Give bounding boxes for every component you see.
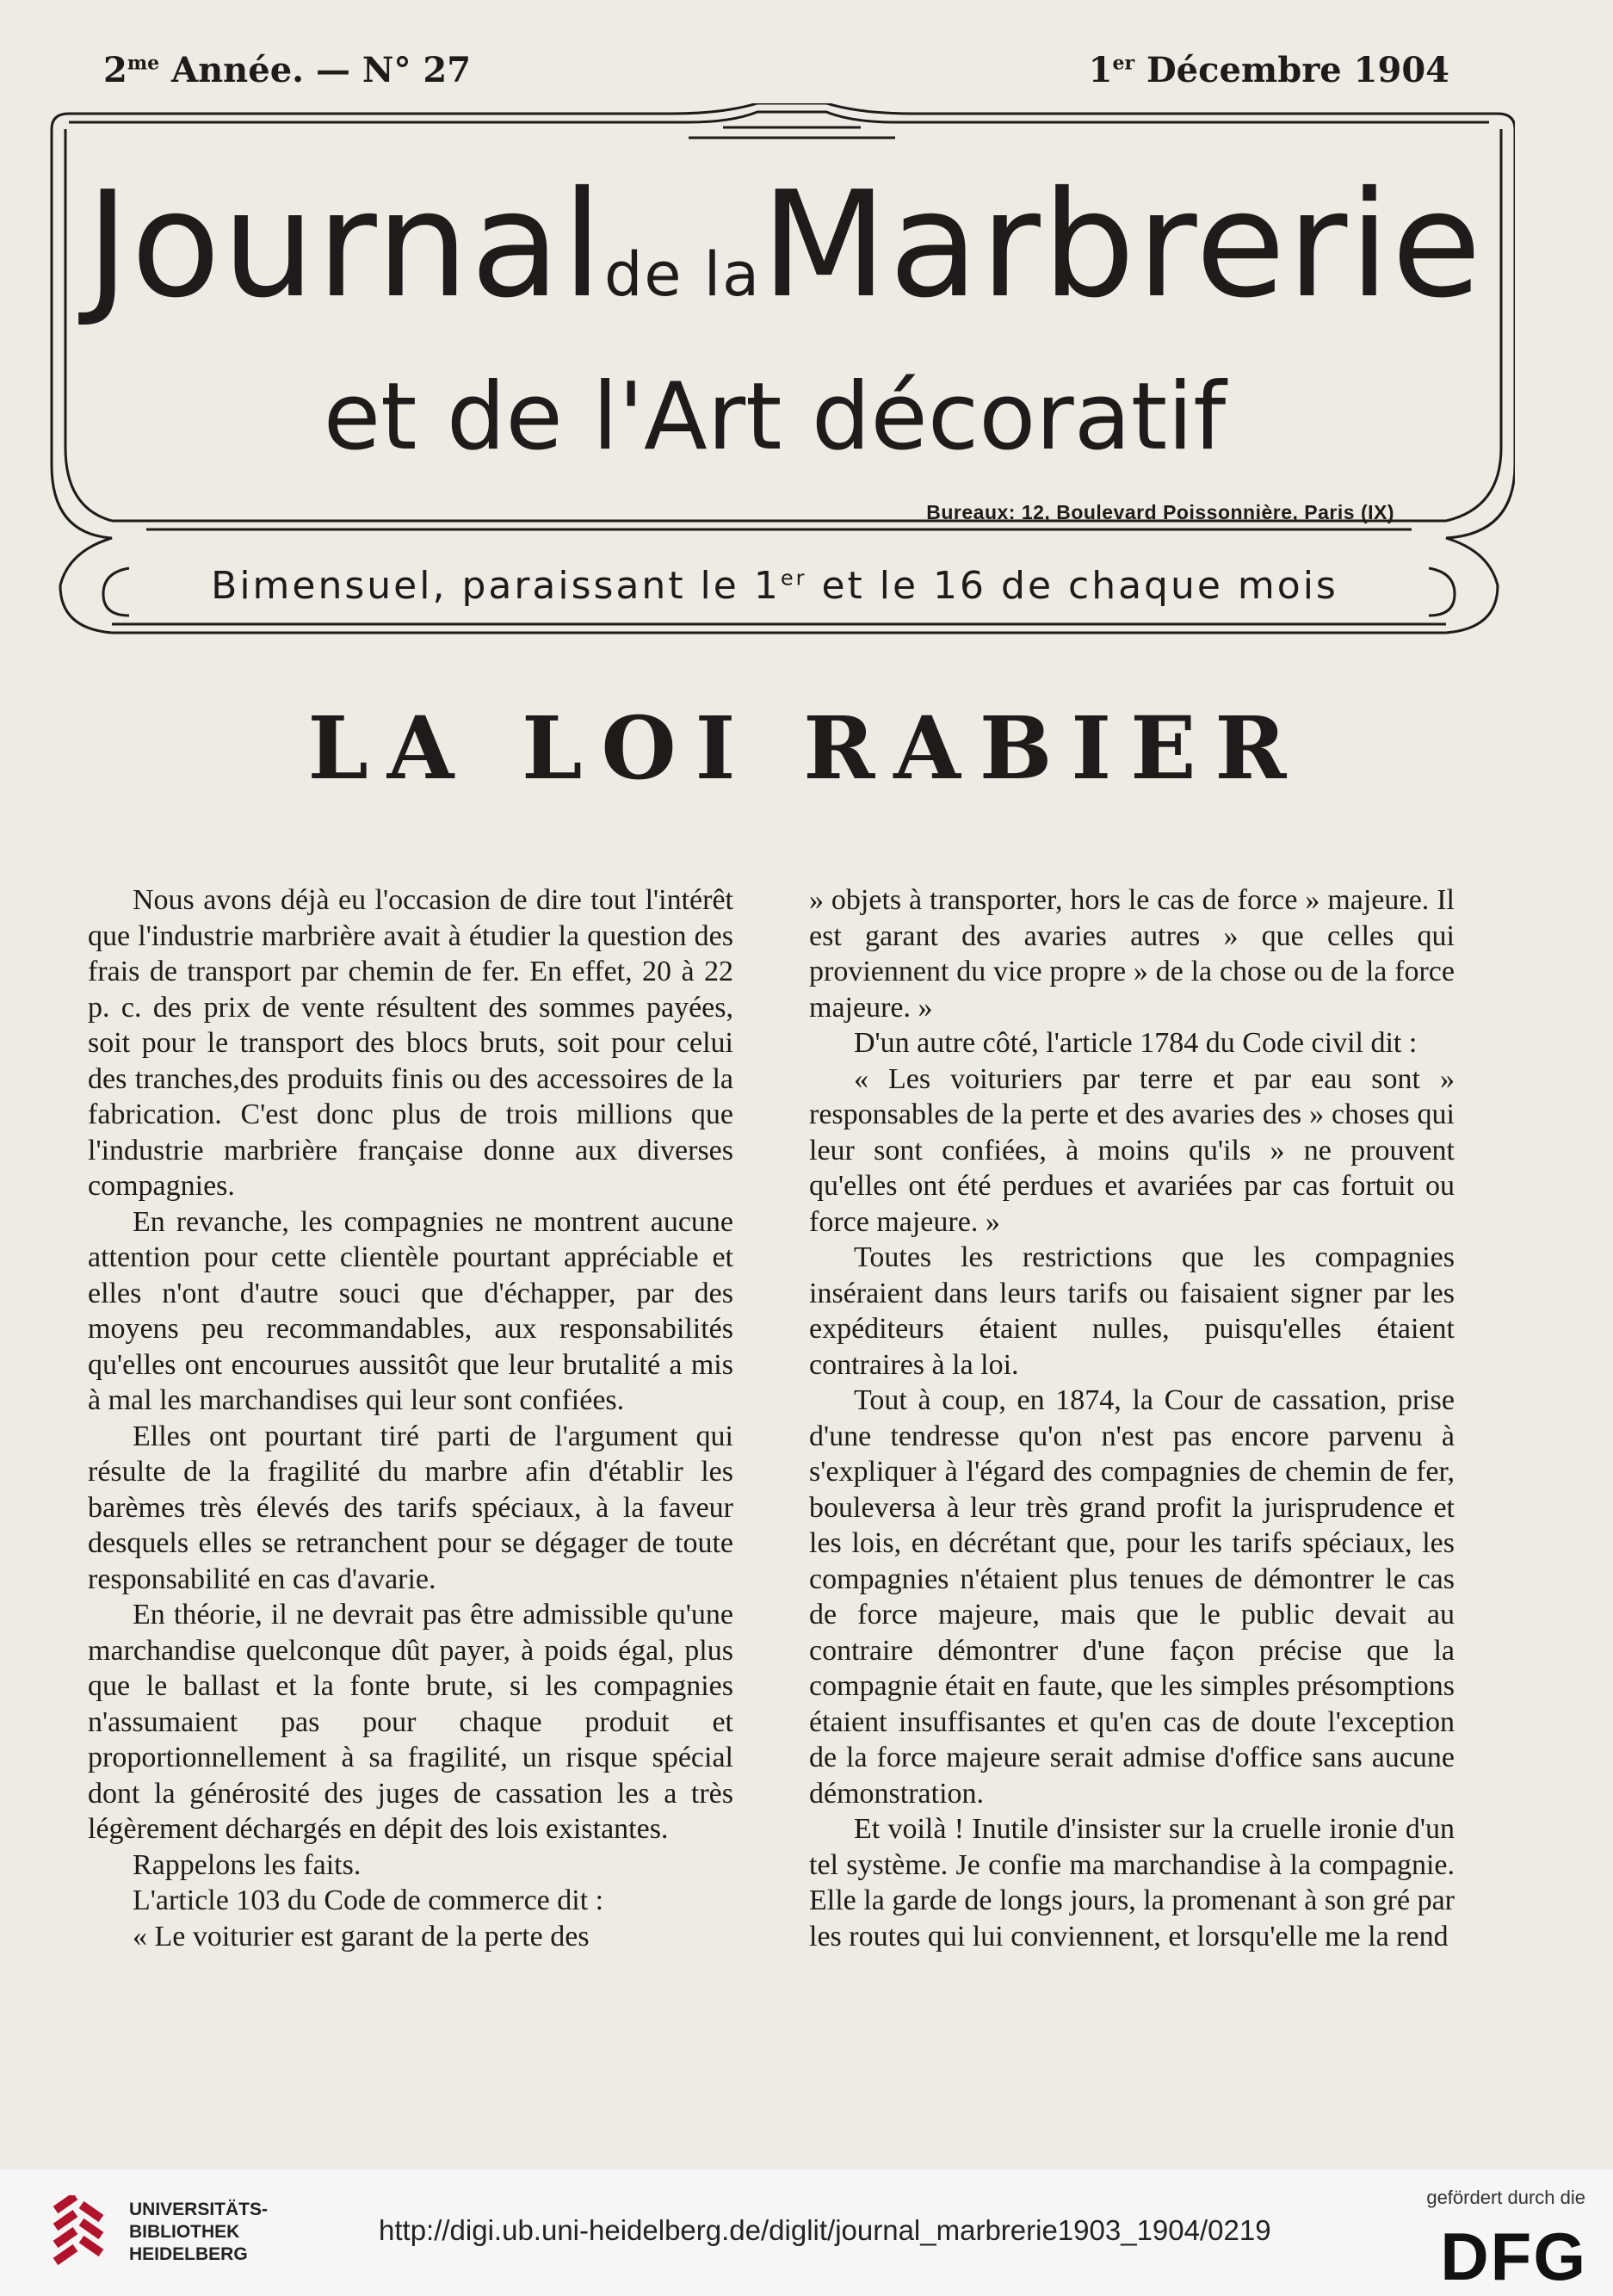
university-logo-icon	[48, 2195, 110, 2273]
funding-note: gefördert durch die	[1426, 2187, 1585, 2208]
quote-continuation: » objets à transporter, hors le cas de force » majeure. Il est garant des avaries autres » que celles qui proviennent du vice propre » de la chose ou de la force majeure. »	[809, 884, 1455, 1024]
paragraph: Et voilà ! Inutile d'insister sur la cruelle ironie d'un tel système. Je confie ma marchandise à la compagnie. Elle la garde de longs jours, la promenant à son gré par les routes qui lui conviennent, et lorsqu'elle me la rend	[809, 1813, 1455, 1953]
paragraph: En théorie, il ne devrait pas être admissible qu'une marchandise quelconque dût payer, à poids égal, plus que le ballast et la fonte brute, si les compagnies n'assumaient pas pour chaque produit et proportionnellement à sa fragilité, un risque spécial dont la générosité des juges de cassation les a très légèrement déchargés en dépit des lois existantes.	[88, 1599, 733, 1845]
paragraph: L'article 103 du Code de commerce dit :	[133, 1884, 604, 1916]
journal-subtitle: et de l'Art décoratif	[323, 363, 1227, 471]
paragraph: Rappelons les faits.	[133, 1848, 362, 1881]
journal-title: Journalde laMarbrerie	[86, 160, 1484, 331]
paragraph: Toutes les restrictions que les compagnies inséraient dans leurs tarifs ou faisaient signer par les expéditeurs étaient nulles, puisqu'elles étaient contraires à la loi.	[809, 1241, 1455, 1381]
left-column	[88, 882, 733, 1954]
university-library-name: UNIVERSITÄTS- BIBLIOTHEK HEIDELBERG	[129, 2200, 269, 2264]
paragraph: En revanche, les compagnies ne montrent aucune attention pour cette clientèle pourtant appréciable et elles n'ont d'autre souci que d'échapper, par des moyens peu recommandables, aux responsabilités qu'elles ont encourues aussitôt que leur brutalité a mis à mal les marchandises qui leur sont confiées.	[88, 1205, 733, 1416]
paragraph: Nous avons déjà eu l'occasion de dire tout l'intérêt que l'industrie marbrière avait à étudier la question des frais de transport par chemin de fer. En effet, 20 à 22 p. c. des prix de vente résultent des sommes payées, soit pour le transport des blocs bruts, soit pour celui des tranches,des produits finis ou des accessoires de la fabrication. C'est donc plus de trois millions que l'industrie marbrière française donne aux diverses compagnies.	[88, 884, 733, 1202]
digitization-footer	[0, 2169, 1613, 2296]
paragraph: « Les voituriers par terre et par eau sont » responsables de la perte et des avaries des » choses qui leur sont confiées, à moins qu'ils » ne prouvent qu'elles ont été perdues et avariées par cas fortuit ou force majeure. »	[809, 1062, 1455, 1238]
paragraph: « Le voiturier est garant de la perte des	[133, 1920, 590, 1953]
paragraph: D'un autre côté, l'article 1784 du Code civil dit :	[854, 1027, 1418, 1059]
article-title: LA LOI RABIER	[307, 697, 1306, 799]
issue-number: $2^{me}$ Année. — N° 27	[103, 50, 472, 90]
dfg-logo: DFG	[1440, 2219, 1587, 2294]
paragraph: Tout à coup, en 1874, la Cour de cassation, prise d'une tendresse qu'on n'est pas encore parvenu à s'expliquer à l'égard des compagnies de chemin de fer, bouleversa à leur très grand profit la jurisprudence et les lois, en décrétant que, pour les tarifs spéciaux, les compagnies n'étaient plus tenues de démontrer le cas de force majeure, mais que le public devait au contraire démontrer d'une façon précise que la compagnie était en faute, que les simples présomptions étaient insuffisantes et qu'en cas de doute l'exception de la force majeure serait admise d'office sans aucune démonstration.	[809, 1384, 1455, 1810]
source-url-link[interactable]: http://digi.ub.uni-heidelberg.de/diglit/journal_marbrerie1903_1904/0219	[379, 2214, 1271, 2246]
masthead	[34, 103, 1515, 646]
paragraph: Elles ont pourtant tiré parti de l'argument qui résulte de la fragilité du marbre afin d'établir les barèmes très élevés des tarifs spéciaux, à la faveur desquels elles se retranchent pour se dégager de toute responsabilité en cas d'avarie.	[88, 1420, 733, 1595]
issue-date: 1er Décembre 1904	[1088, 50, 1449, 90]
right-column	[809, 882, 1455, 1954]
office-address: Bureaux: 12, Boulevard Poissonnière, Paris (IX)	[926, 501, 1394, 523]
publication-frequency: Bimensuel, paraissant le 1er et le 16 de chaque mois	[211, 564, 1338, 608]
